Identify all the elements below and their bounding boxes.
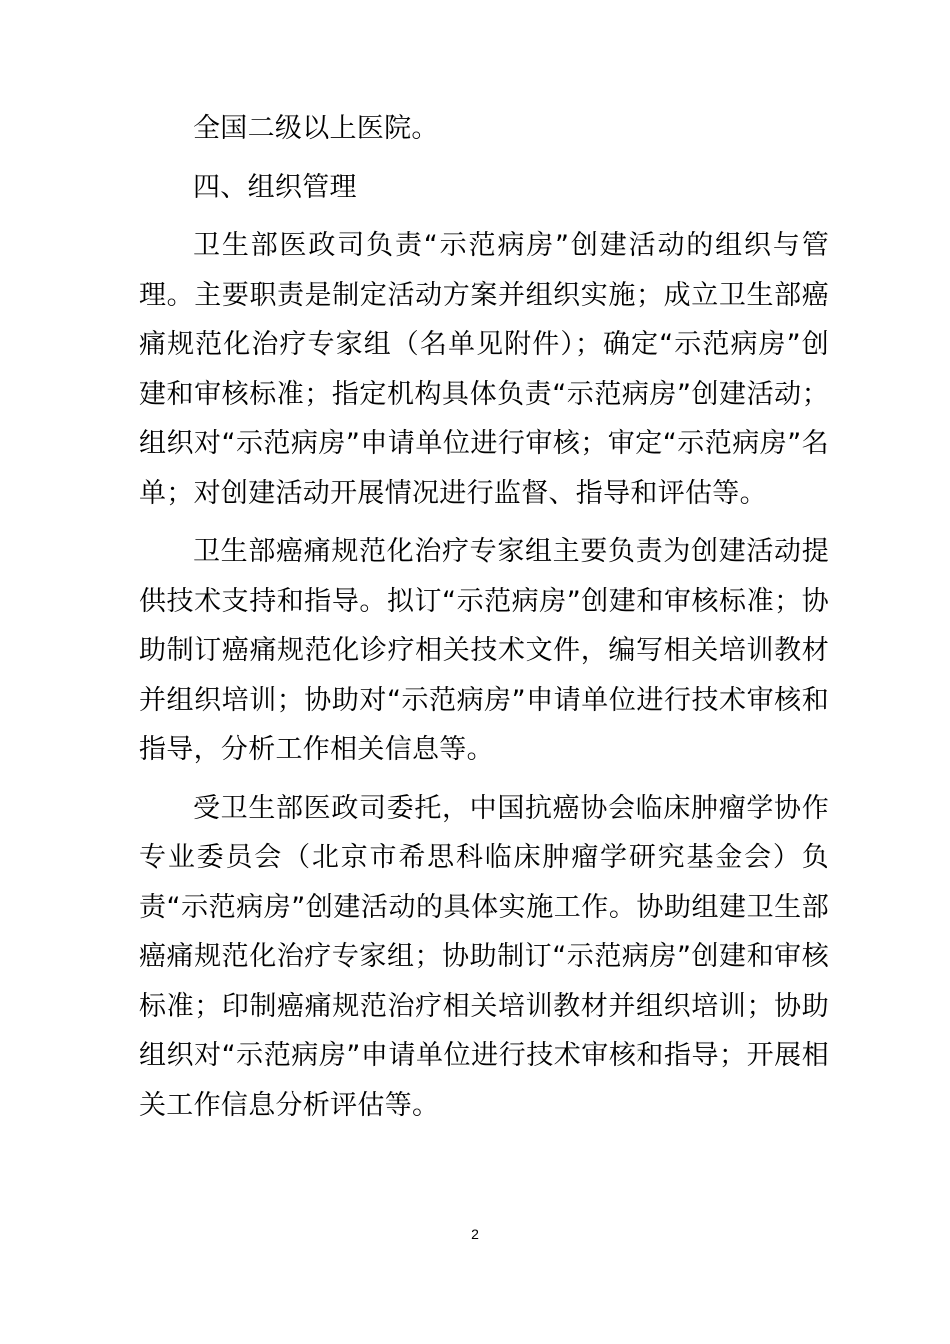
paragraph-csco-committee: 受卫生部医政司委托，中国抗癌协会临床肿瘤学协作专业委员会（北京市希思科临床肿瘤学研究基金会）负责“示范病房”创建活动的具体实施工作。协助组建卫生部癌痛规范化治疗专家组；协助制订“示范病房”创建和审核标准；印制癌痛规范治疗相关培训教材并组织培训；协助组织对“示范病房”申请单位进行技术审核和指导；开展相关工作信息分析评估等。 <box>139 792 829 1121</box>
page-number: 2 <box>471 1226 479 1242</box>
paragraph-medical-affairs-dept: 卫生部医政司负责“示范病房”创建活动的组织与管理。主要职责是制定活动方案并组织实施；成立卫生部癌痛规范化治疗专家组（名单见附件）；确定“示范病房”创建和审核标准；指定机构具体负责“示范病房”创建活动；组织对“示范病房”申请单位进行审核；审定“示范病房”名单；对创建活动开展情况进行监督、指导和评估等。 <box>139 230 829 509</box>
document-body <box>139 104 829 1130</box>
paragraph-expert-group: 卫生部癌痛规范化治疗专家组主要负责为创建活动提供技术支持和指导。拟订“示范病房”创建和审核标准；协助制订癌痛规范化诊疗相关技术文件，编写相关培训教材并组织培训；协助对“示范病房”申请单位进行技术审核和指导，分析工作相关信息等。 <box>139 536 829 765</box>
section-heading-organization: 四、组织管理 <box>193 171 357 203</box>
paragraph-hospital-scope: 全国二级以上医院。 <box>193 113 439 144</box>
